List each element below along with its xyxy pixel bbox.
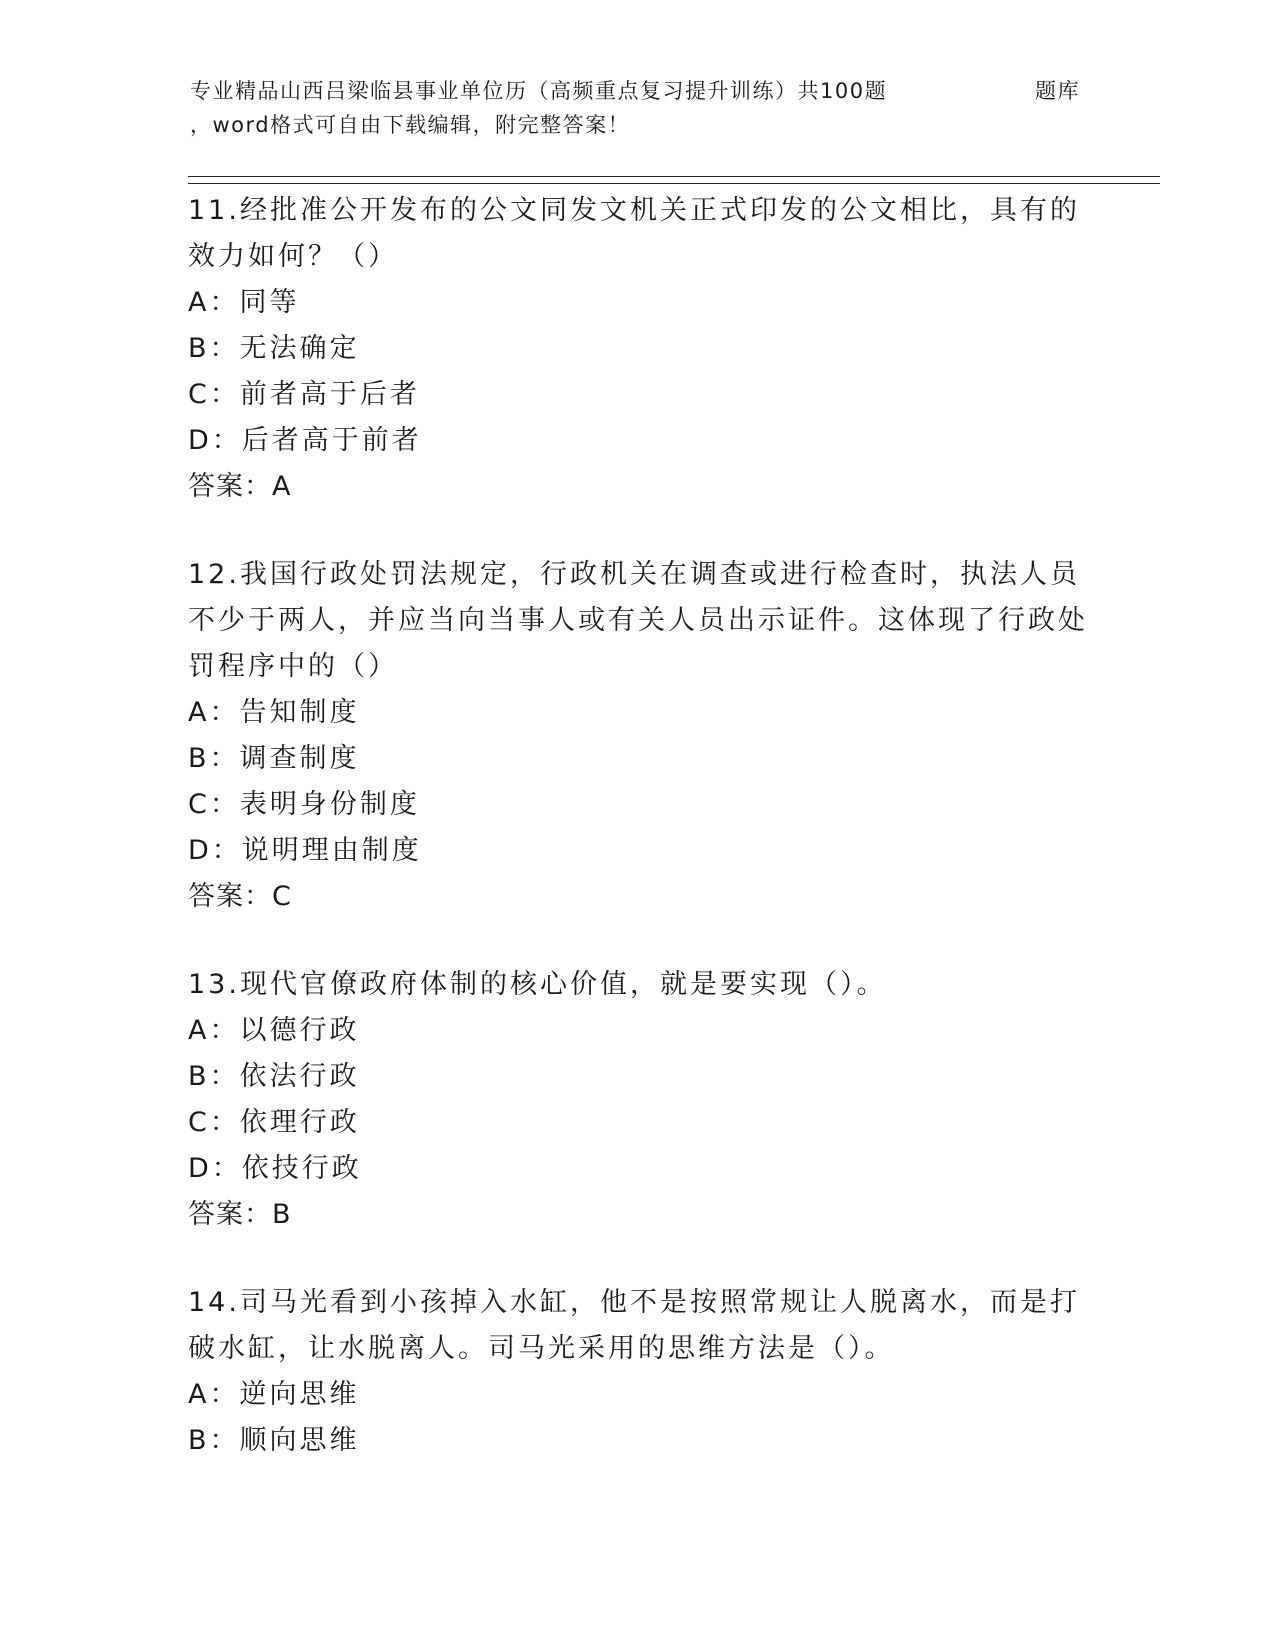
header-line-1 <box>190 74 1090 108</box>
option-a: A：以德行政 <box>188 1015 360 1046</box>
option-c: C：依理行政 <box>188 1107 360 1138</box>
option-c: C：表明身份制度 <box>188 789 420 820</box>
header-title: 专业精品山西吕梁临县事业单位历（高频重点复习提升训练）共100题 <box>190 79 888 103</box>
option-b: B：依法行政 <box>188 1061 360 1092</box>
option-a: A：同等 <box>188 287 300 318</box>
question-text: 11.经批准公开发布的公文同发文机关正式印发的公文相比，具有的效力如何？（） <box>188 195 1080 272</box>
option-d: D：说明理由制度 <box>188 835 422 866</box>
header-divider-top <box>188 176 1160 177</box>
question-spacer <box>188 920 1088 962</box>
answer: 答案：B <box>188 1199 292 1230</box>
question-text: 12.我国行政处罚法规定，行政机关在调查或进行检查时，执法人员不少于两人，并应当向当事人或有关人员出示证件。这体现了行政处罚程序中的（） <box>188 559 1088 682</box>
header-subtitle: ，word格式可自由下载编辑，附完整答案！ <box>190 113 631 137</box>
answer: 答案：C <box>188 881 292 912</box>
question-spacer <box>188 1238 1088 1280</box>
option-b: B：调查制度 <box>188 743 360 774</box>
question-13 <box>188 962 1088 1238</box>
option-c: C：前者高于后者 <box>188 379 420 410</box>
option-d: D：后者高于前者 <box>188 425 422 456</box>
question-14 <box>188 1280 1088 1464</box>
document-header <box>190 74 1090 142</box>
option-a: A：逆向思维 <box>188 1379 360 1410</box>
option-a: A：告知制度 <box>188 697 360 728</box>
question-12 <box>188 552 1088 920</box>
option-b: B：无法确定 <box>188 333 360 364</box>
question-11 <box>188 188 1088 510</box>
option-b: B：顺向思维 <box>188 1425 360 1456</box>
header-divider-bottom <box>188 183 1160 184</box>
header-tag: 题库 <box>1035 79 1080 103</box>
question-text: 13.现代官僚政府体制的核心价值，就是要实现（）。 <box>188 969 887 1000</box>
option-d: D：依技行政 <box>188 1153 362 1184</box>
question-text: 14.司马光看到小孩掉入水缸，他不是按照常规让人脱离水，而是打破水缸，让水脱离人。司马光采用的思维方法是（）。 <box>188 1287 1080 1364</box>
question-list <box>188 188 1088 1464</box>
answer: 答案：A <box>188 471 292 502</box>
question-spacer <box>188 510 1088 552</box>
